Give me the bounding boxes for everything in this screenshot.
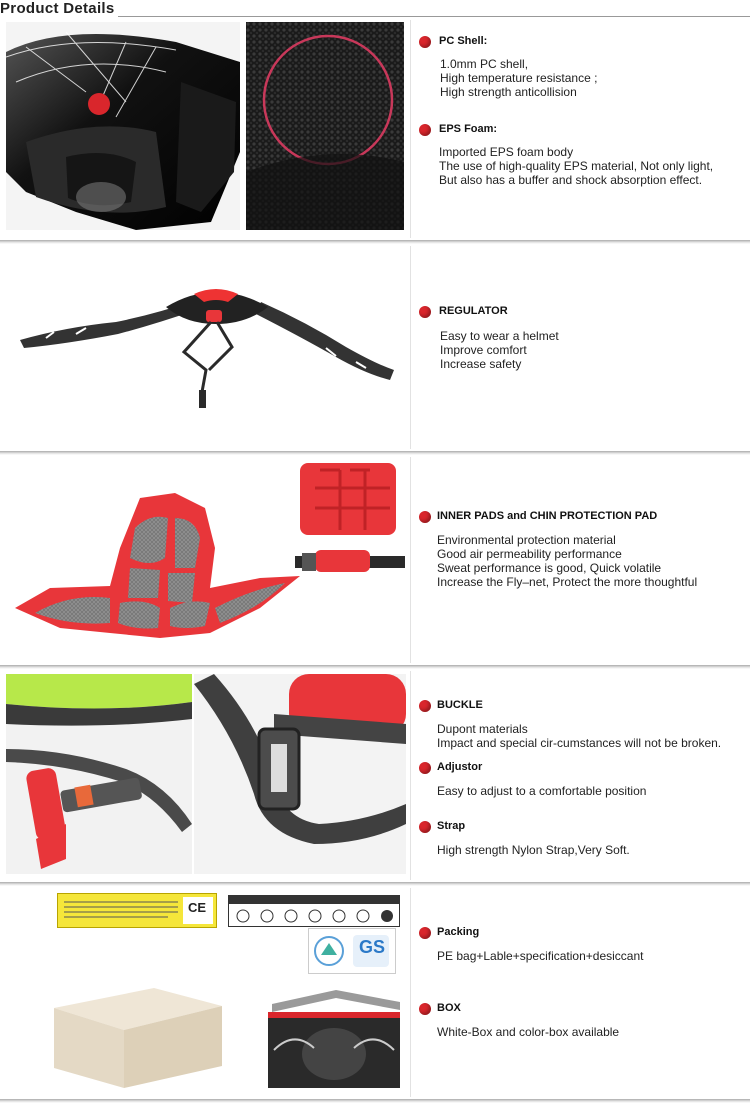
strap-photo xyxy=(194,674,406,874)
section-description-line: But also has a buffer and shock absorption effect. xyxy=(439,173,703,187)
section-description-line: Environmental protection material xyxy=(437,533,616,547)
section-heading: INNER PADS and CHIN PROTECTION PAD xyxy=(437,510,658,522)
row-divider-1 xyxy=(0,240,750,244)
column-divider-5 xyxy=(410,888,411,1097)
section-bullet-icon xyxy=(419,821,431,833)
section-bullet-icon xyxy=(419,762,431,774)
section-heading: EPS Foam: xyxy=(439,123,498,135)
instruction-label xyxy=(228,895,400,927)
column-divider-3 xyxy=(410,457,411,663)
ce-mark: CE xyxy=(188,900,207,915)
row-divider-5 xyxy=(0,1099,750,1103)
section-description-line: Increase the Fly–net, Protect the more thoughtful xyxy=(437,575,698,589)
section-description-line: 1.0mm PC shell, xyxy=(440,57,529,71)
section-bullet-icon xyxy=(419,700,431,712)
inner-pads-photo xyxy=(10,458,408,660)
section-bullet-icon xyxy=(419,511,431,523)
row-divider-2 xyxy=(0,451,750,455)
section-heading: Adjustor xyxy=(437,761,483,773)
column-divider-1 xyxy=(410,20,411,238)
title-rule xyxy=(118,16,750,17)
white-box-photo xyxy=(44,988,224,1088)
section-description-line: High temperature resistance ; xyxy=(440,71,598,85)
section-bullet-icon xyxy=(419,306,431,318)
buckle-photo xyxy=(6,674,192,874)
section-description-line: The use of high-quality EPS material, Not only light, xyxy=(439,159,714,173)
section-description-line: PE bag+Lable+specification+desiccant xyxy=(437,949,644,963)
row-divider-3 xyxy=(0,665,750,669)
column-divider-4 xyxy=(410,671,411,880)
section-description-line: White-Box and color-box available xyxy=(437,1025,620,1039)
section-description-line: Good air permeability performance xyxy=(437,547,622,561)
section-description-line: Improve comfort xyxy=(440,343,527,357)
section-description-line: Impact and special cir-cumstances will not be broken. xyxy=(437,736,722,750)
section-bullet-icon xyxy=(419,36,431,48)
row-divider-4 xyxy=(0,882,750,886)
certification-label xyxy=(308,928,396,974)
section-description-line: Sweat performance is good, Quick volatile xyxy=(437,561,662,575)
eps-foam-photo xyxy=(246,22,404,230)
section-bullet-icon xyxy=(419,927,431,939)
color-box-photo xyxy=(264,990,404,1088)
section-description-line: Easy to adjust to a comfortable position xyxy=(437,784,647,798)
section-description-line: Increase safety xyxy=(440,357,522,371)
section-heading: Packing xyxy=(437,926,480,938)
regulator-photo xyxy=(6,252,404,442)
gs-mark: GS xyxy=(359,937,386,957)
section-bullet-icon xyxy=(419,124,431,136)
column-divider-2 xyxy=(410,246,411,449)
pc-shell-photo xyxy=(6,22,240,230)
section-heading: PC Shell: xyxy=(439,35,488,47)
warning-label xyxy=(57,893,217,928)
section-description-line: High strength anticollision xyxy=(440,85,577,99)
section-description-line: High strength Nylon Strap,Very Soft. xyxy=(437,843,630,857)
section-description-line: Easy to wear a helmet xyxy=(440,329,559,343)
section-heading: REGULATOR xyxy=(439,305,508,317)
section-description-line: Imported EPS foam body xyxy=(439,145,574,159)
section-description-line: Dupont materials xyxy=(437,722,528,736)
section-heading: BOX xyxy=(437,1002,461,1014)
section-heading: BUCKLE xyxy=(437,699,483,711)
section-bullet-icon xyxy=(419,1003,431,1015)
page-title: Product Details xyxy=(0,0,115,17)
section-heading: Strap xyxy=(437,820,466,832)
